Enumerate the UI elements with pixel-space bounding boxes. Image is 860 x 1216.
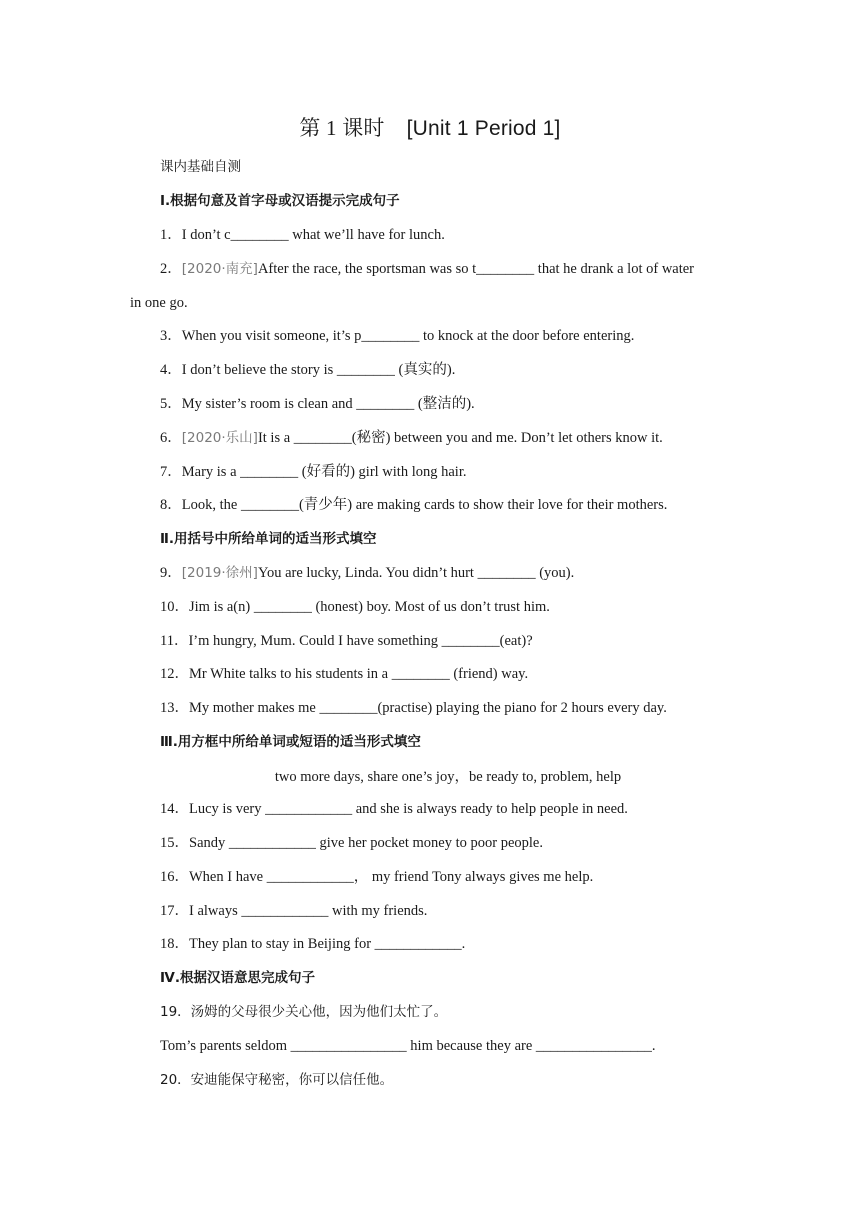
- question-2-continued: in one go.: [130, 295, 188, 311]
- question-12: 12．Mr White talks to his students in a ________ (friend) way.: [160, 666, 529, 682]
- question-16: 16．When I have ____________， my friend Tony always gives me help.: [160, 869, 594, 885]
- question-10: 10．Jim is a(n) ________ (honest) boy. Most of us don’t trust him.: [160, 599, 550, 615]
- question-6-text: It is a ________(秘密) between you and me. Don’t let others know it.: [257, 430, 663, 446]
- question-7: 7．Mary is a ________ (好看的) girl with long hair.: [160, 464, 467, 480]
- section-1-heading: Ⅰ.根据句意及首字母或汉语提示完成句子: [160, 193, 400, 209]
- question-13: 13．My mother makes me ________(practise) playing the piano for 2 hours every day.: [160, 700, 667, 716]
- question-19-chinese: 19．汤姆的父母很少关心他，因为他们太忙了。: [160, 1004, 448, 1020]
- question-2-number: 2．: [160, 261, 182, 277]
- question-8: 8．Look, the ________(青少年) are making cards to show their love for their mothers.: [160, 497, 668, 513]
- page-title: [0, 112, 860, 142]
- question-9-number: 9．: [160, 565, 182, 581]
- question-5: 5．My sister’s room is clean and ________ (整洁的).: [160, 396, 475, 412]
- subtitle: 课内基础自测: [160, 159, 241, 175]
- word-box: two more days, share one’s joy，be ready to, problem, help: [274, 769, 622, 785]
- question-2-source: [2020·南充]: [181, 261, 258, 277]
- question-11: 11．I’m hungry, Mum. Could I have something ________(eat)?: [160, 633, 533, 649]
- title-cn: 第 1 课时: [299, 116, 385, 140]
- question-9-source: [2019·徐州]: [181, 565, 258, 581]
- question-20-chinese: 20．安迪能保守秘密，你可以信任他。: [160, 1072, 394, 1088]
- question-2-text: After the race, the sportsman was so t________ that he drank a lot of water: [257, 261, 695, 277]
- question-9: [160, 563, 574, 583]
- section-3-heading: Ⅲ.用方框中所给单词或短语的适当形式填空: [160, 734, 421, 750]
- question-3: 3．When you visit someone, it’s p________ to knock at the door before entering.: [160, 328, 635, 344]
- question-2: [160, 259, 694, 279]
- question-18: 18．They plan to stay in Beijing for ____________.: [160, 936, 466, 952]
- question-9-text: You are lucky, Linda. You didn’t hurt ________ (you).: [257, 565, 575, 581]
- question-17: 17．I always ____________ with my friends.: [160, 903, 428, 919]
- question-19-english: Tom’s parents seldom ________________ him because they are ________________.: [160, 1038, 656, 1054]
- question-1: 1．I don’t c________ what we’ll have for lunch.: [160, 227, 445, 243]
- question-15: 15．Sandy ____________ give her pocket money to poor people.: [160, 835, 543, 851]
- question-4: 4．I don’t believe the story is ________ (真实的).: [160, 362, 456, 378]
- title-en: [Unit 1 Period 1]: [406, 117, 561, 140]
- section-4-heading: Ⅳ.根据汉语意思完成句子: [160, 970, 315, 986]
- question-6-source: [2020·乐山]: [181, 430, 258, 446]
- section-2-heading: Ⅱ.用括号中所给单词的适当形式填空: [160, 531, 377, 547]
- question-6: [160, 428, 663, 448]
- question-14: 14．Lucy is very ____________ and she is always ready to help people in need.: [160, 801, 628, 817]
- question-6-number: 6．: [160, 430, 182, 446]
